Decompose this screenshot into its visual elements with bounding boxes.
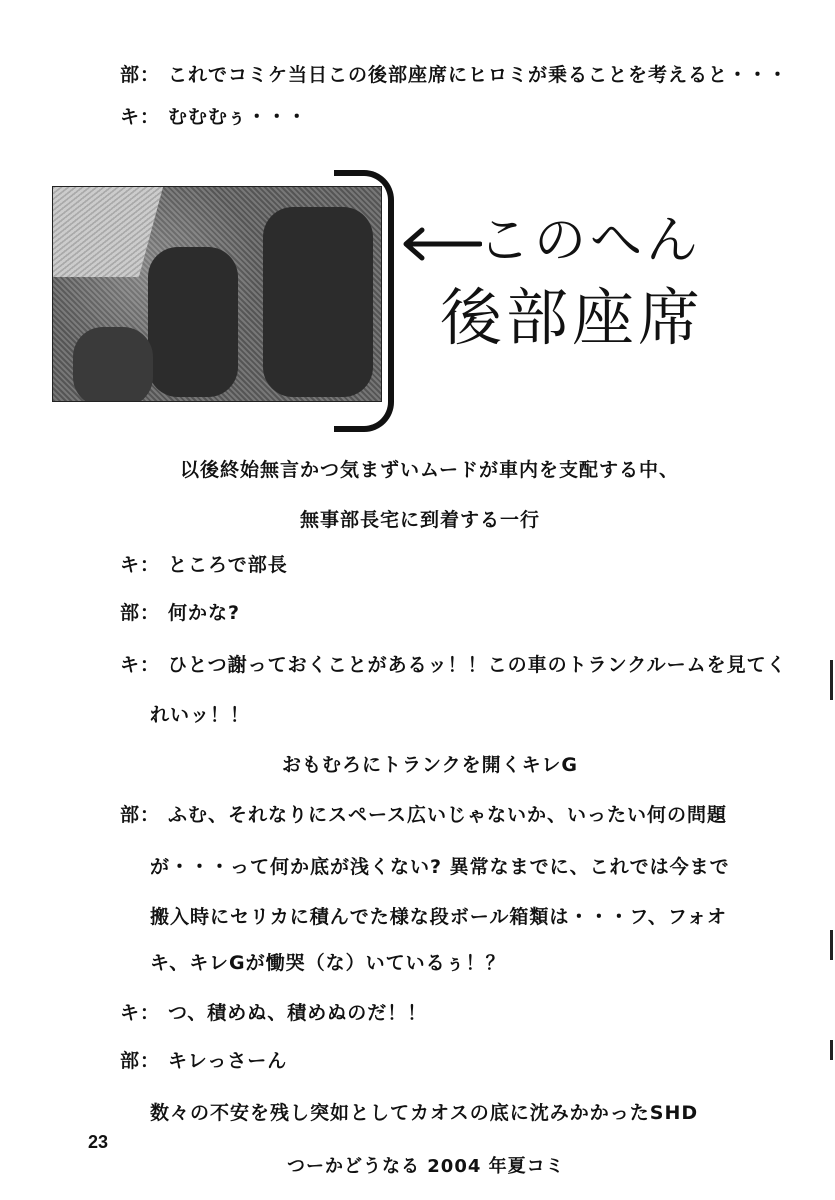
footer-title: つーかどうなる 2004 年夏コミ: [287, 1156, 565, 1177]
dialogue-text: ひとつ謝っておくことがあるッ！！この車のトランクルームを見てく: [168, 654, 787, 676]
dialogue-text: これでコミケ当日この後部座席にヒロミが乗ることを考えると・・・: [168, 64, 789, 86]
dialogue-text: キ、キレGが慟哭（な）いているぅ！？: [150, 952, 506, 974]
highlight-bracket: [334, 170, 394, 432]
dialogue-line: [150, 902, 727, 929]
dialogue-line: [120, 60, 788, 87]
dialogue-line: [150, 852, 730, 879]
dialogue-line: [120, 998, 427, 1025]
dialogue-text: ふむ、それなりにスペース広いじゃないか、いったい何の問題: [168, 804, 728, 826]
speaker-label: キ：: [120, 554, 161, 576]
speaker-label: 部：: [120, 804, 161, 826]
dialogue-line: [120, 1046, 287, 1073]
dialogue-text: キレっさーん: [168, 1050, 288, 1072]
scan-edge-mark: [830, 1040, 833, 1060]
narration-line: 以後終始無言かつ気まずいムードが車内を支配する中、: [180, 459, 680, 481]
caption-line1: このへん: [478, 211, 703, 271]
dialogue-line: [150, 700, 250, 727]
dialogue-line: [120, 800, 727, 827]
closing-line: 数々の不安を残し突如としてカオスの底に沈みかかったSHD: [150, 1102, 699, 1124]
dialogue-text: 搬入時にセリカに積んでた様な段ボール箱類は・・・フ、フォオ: [150, 906, 727, 928]
dialogue-line: [150, 948, 506, 975]
dialogue-text: れいッ！！: [150, 704, 251, 726]
dialogue-line: [120, 598, 240, 625]
caption-line2: 後部座席: [440, 281, 705, 354]
speaker-label: キ：: [120, 654, 161, 676]
arrow-left-icon: [402, 224, 482, 264]
speaker-label: 部：: [120, 602, 161, 624]
front-seat: [148, 247, 238, 397]
speaker-label: キ：: [120, 106, 161, 128]
speaker-label: 部：: [120, 64, 161, 86]
dialogue-text: が・・・って何か底が浅くない? 異常なまでに、これでは今まで: [150, 856, 730, 878]
dialogue-text: むむむぅ・・・: [168, 106, 308, 128]
dialogue-text: つ、積めぬ、積めぬのだ！！: [168, 1002, 428, 1024]
speaker-label: キ：: [120, 1002, 161, 1024]
window-area: [52, 187, 163, 277]
speaker-label: 部：: [120, 1050, 161, 1072]
page-number: 23: [88, 1132, 109, 1152]
dialogue-line: [120, 650, 787, 677]
dialogue-text: ところで部長: [168, 554, 288, 576]
dialogue-text: 何かな?: [168, 602, 241, 624]
dialogue-line: [120, 102, 307, 129]
scan-edge-mark: [830, 660, 833, 700]
narration-line: 無事部長宅に到着する一行: [300, 509, 541, 531]
dialogue-line: [120, 550, 288, 577]
scan-edge-mark: [830, 930, 833, 960]
dashboard: [73, 327, 153, 402]
narration-line: おもむろにトランクを開くキレG: [282, 754, 579, 776]
car-interior-photo: [52, 186, 382, 402]
